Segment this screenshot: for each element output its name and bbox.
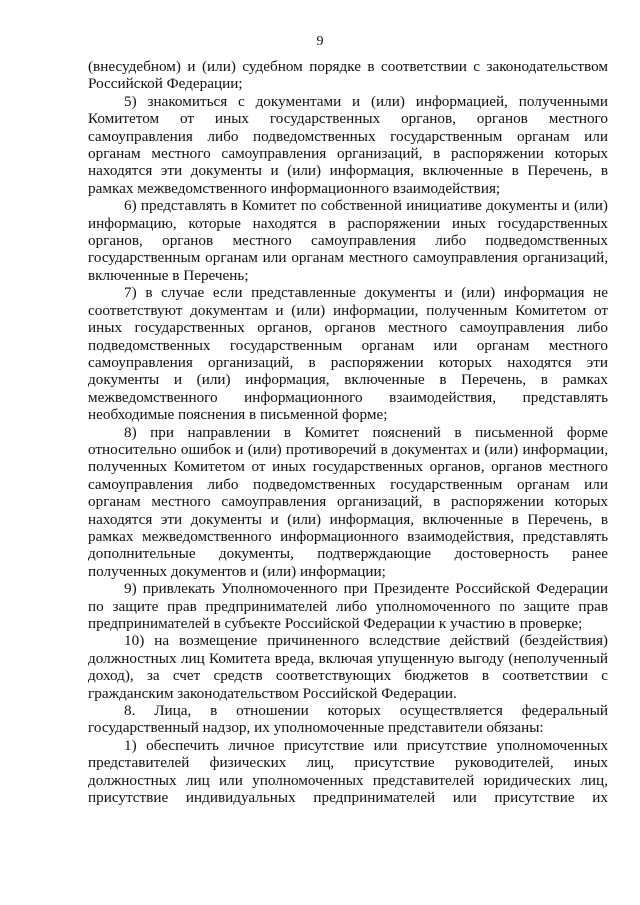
paragraph-item-8: 8) при направлении в Комитет пояснений в письменной форме относительно ошибок и (или) противоречий в документах и (или) информации, полученных Комитетом от иных государственных органов, органов местного самоуправления либо подведомственных государственным органам или органам местного самоуправления организаций, в распоряжении которых находятся эти документы и (или) информация, включенные в Перечень, в рамках межведомственного информационного взаимодействия, представлять дополнительные документы, подтверждающие достоверность ранее полученных документов и (или) информации; (88, 423, 608, 580)
paragraph-item-7: 7) в случае если представленные документы и (или) информация не соответствуют документам и (или) информации, полученным Комитетом от иных государственных органов, органов местного самоуправления либо подведомственных государственным органам или органам местного самоуправления организаций, в распоряжении которых находятся эти документы и (или) информация, включенные в Перечень, в рамках межведомственного информационного взаимодействия, представлять необходимые пояснения в письменной форме; (88, 284, 608, 424)
paragraph-item-9: 9) привлекать Уполномоченного при Президенте Российской Федерации по защите прав предпринимателей либо уполномоченного по защите прав предпринимателей в субъекте Российской Федерации к участию в проверке; (88, 580, 608, 632)
paragraph-item-5: 5) знакомиться с документами и (или) информацией, полученными Комитетом от иных государственных органов, органов местного самоуправления либо подведомственных государственным органам или органам местного самоуправления организаций, в распоряжении которых находятся эти документы и (или) информация, включенные в Перечень, в рамках межведомственного информационного взаимодействия; (88, 92, 608, 197)
paragraph-item-6: 6) представлять в Комитет по собственной инициативе документы и (или) информацию, которые находятся в распоряжении иных государственных органов, органов местного самоуправления либо подведомственных государственным органам или органам местного самоуправления организаций, включенные в Перечень; (88, 197, 608, 284)
paragraph-section-8: 8. Лица, в отношении которых осуществляется федеральный государственный надзор, их уполномоченные представители обязаны: (88, 702, 608, 737)
document-body (88, 58, 608, 806)
paragraph-item-10: 10) на возмещение причиненного вследствие действий (бездействия) должностных лиц Комитета вреда, включая упущенную выгоду (неполученный доход), за счет средств соответствующих бюджетов в соответствии с гражданским законодательством Российской Федерации. (88, 632, 608, 702)
page-number: 9 (316, 34, 324, 49)
paragraph-continuation: (внесудебном) и (или) судебном порядке в соответствии с законодательством Российской Федерации; (88, 58, 608, 93)
paragraph-obligation-1: 1) обеспечить личное присутствие или присутствие уполномоченных представителей физических лиц, присутствие руководителей, иных должностных лиц или уполномоченных представителей юридических лиц, присутствие индивидуальных предпринимателей или присутствие их (88, 736, 608, 807)
